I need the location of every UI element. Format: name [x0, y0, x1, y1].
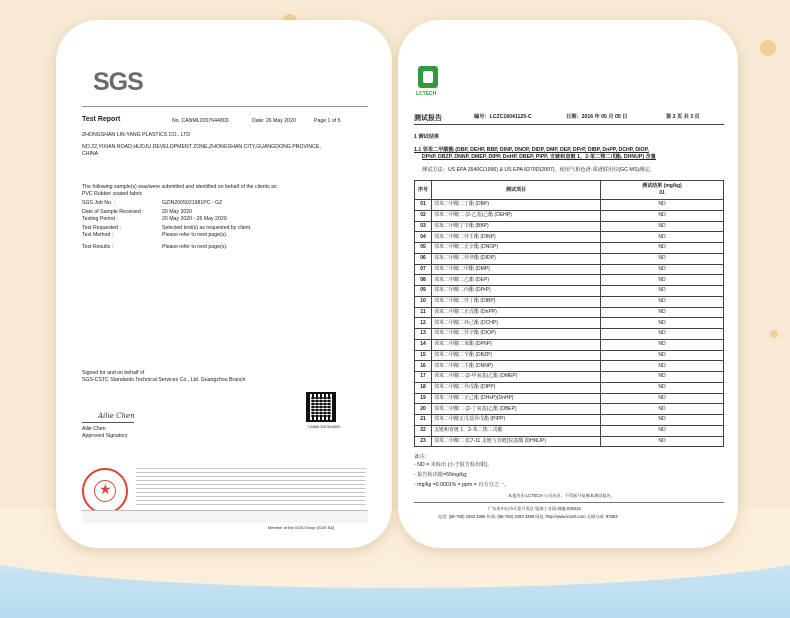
stamp-star-icon: ★ [99, 481, 112, 497]
company-address-line2: CHINA [82, 151, 99, 157]
signer-name: Ailie Chen [82, 426, 106, 432]
row-result: ND [601, 210, 724, 221]
note-units: - mg/kg =0.0001% = ppm = 百万分之一。 [414, 482, 510, 488]
table-row [415, 329, 724, 340]
row-item: 邻苯二甲酸二丁酯 (DBP) [432, 200, 601, 211]
divider [414, 124, 724, 125]
table-row [415, 361, 724, 372]
row-result: ND [601, 307, 724, 318]
row-item: 邻苯二甲酸二 (2-甲氧基)乙酯 (DMEP) [432, 372, 601, 383]
decor-dot [770, 330, 778, 338]
row-result: ND [601, 372, 724, 383]
row-number: 03 [415, 221, 432, 232]
row-result: ND [601, 415, 724, 426]
row-number: 22 [415, 425, 432, 436]
row-number: 08 [415, 275, 432, 286]
row-item: 邻苯二甲酸二 (2-乙基)己酯 (DEHP) [432, 210, 601, 221]
lctech-logo-icon [418, 66, 438, 88]
subsection-title-cont: DPhP, DBZP, DNNP, DMEP, DIPP, DnHP, DBEP, PIPP, 支链和直链 1，2-苯二羧二戊酯, DHNUP) 含量 [422, 154, 656, 160]
table-row [415, 200, 724, 211]
row-result: ND [601, 404, 724, 415]
table-row [415, 253, 724, 264]
field-row: Date of Sample Received : 20 May 2020 [82, 209, 192, 215]
row-number: 01 [415, 200, 432, 211]
row-result: ND [601, 296, 724, 307]
report-number: 编号：LCZC16041125-C [474, 114, 532, 120]
row-item: 邻苯二甲酸二苄酯 (DBZP) [432, 350, 601, 361]
row-result: ND [601, 393, 724, 404]
signer-role: Approved Signatory [82, 433, 128, 439]
report-number: No. CANML2007644803 [172, 118, 229, 124]
table-row [415, 318, 724, 329]
intro-text: The following sample(s) was/were submitted and identified on behalf of the clients as : [82, 184, 280, 190]
row-number: 12 [415, 318, 432, 329]
subsection-title: 1.1 邻苯二甲酸酯 (DBP, DEHP, BBP, DINP, DNOP, DIDP, DMP, DEP, DPrP, DIBP, DnPP, DCHP, DIOP, [414, 147, 649, 153]
row-item: 邻苯二甲酸二 (C7-11 支链与直链)烷基酯 (DHNUP) [432, 436, 601, 447]
row-result: ND [601, 339, 724, 350]
field-row: Testing Period : 20 May 2020 - 26 May 2020 [82, 216, 227, 222]
footer-address: 广东省中山市火炬开发区 临海工业园 邮编 528415 [488, 506, 581, 511]
row-result: ND [601, 329, 724, 340]
fine-print [136, 468, 366, 506]
signed-on-behalf: Signed for and on behalf of [82, 370, 145, 376]
table-row [415, 210, 724, 221]
sgs-report-card [56, 20, 392, 548]
row-result: ND [601, 318, 724, 329]
row-result: ND [601, 232, 724, 243]
signing-company: SGS-CSTC Standards Technical Services Co., Ltd. Guangzhou Branch [82, 377, 246, 383]
row-number: 04 [415, 232, 432, 243]
col-result-header: 测试结果 (mg/kg) 01 [601, 181, 724, 200]
results-table [414, 180, 724, 447]
note-nd: - ND = 未检出 (小于报告检出限)。 [414, 462, 493, 468]
table-row [415, 221, 724, 232]
row-number: 11 [415, 307, 432, 318]
signature: Ailie Chen [98, 412, 135, 420]
row-number: 16 [415, 361, 432, 372]
table-row [415, 307, 724, 318]
row-number: 21 [415, 415, 432, 426]
row-item: 邻苯二甲酸二异戊酯 (DIPP) [432, 382, 601, 393]
table-row [415, 382, 724, 393]
row-item: 邻苯二甲酸二正辛酯 (DNOP) [432, 243, 601, 254]
qr-caption: CANML2007644803 [308, 425, 340, 429]
field-row: Test Method : Please refer to next page(s). [82, 232, 228, 238]
sample-name: PVC Rubber coated fabric [82, 191, 143, 197]
row-result: ND [601, 275, 724, 286]
footer-band [82, 510, 368, 523]
company-name: ZHONGSHAN LIN-YANG PLASTICS CO., LTD [82, 132, 191, 138]
row-number: 18 [415, 382, 432, 393]
row-item: 邻苯二甲酸正戊基异戊酯 (PIPP) [432, 415, 601, 426]
table-row [415, 296, 724, 307]
table-row [415, 393, 724, 404]
table-row [415, 286, 724, 297]
row-number: 15 [415, 350, 432, 361]
row-result: ND [601, 264, 724, 275]
row-number: 09 [415, 286, 432, 297]
row-result: ND [601, 350, 724, 361]
row-item: 邻苯二甲酸二环己酯 (DCHP) [432, 318, 601, 329]
note-detection-limit: - 报告检出限=50mg/kg; [414, 472, 468, 478]
table-row [415, 232, 724, 243]
page-number: 第 2 页 共 3 页 [666, 114, 700, 120]
report-date: Date: 26 May 2020 [252, 118, 296, 124]
table-row [415, 372, 724, 383]
row-item: 邻苯二甲酸丁苄酯 (BBP) [432, 221, 601, 232]
notes-title: 备注： [414, 454, 430, 460]
row-result: ND [601, 200, 724, 211]
row-item: 邻苯二甲酸二异丁酯 (DIBP) [432, 296, 601, 307]
table-row [415, 339, 724, 350]
row-result: ND [601, 286, 724, 297]
sample-fields [82, 200, 251, 251]
row-item: 邻苯二甲酸二甲酯 (DMP) [432, 264, 601, 275]
row-item: 邻苯二甲酸二丙酯 (DPrP) [432, 286, 601, 297]
field-row: Test Results : Please refer to next page(s). [82, 244, 228, 250]
footer-statement: 本报告由 LCTECH 公司出具，不得部分复制本测试报告。 [508, 493, 616, 498]
row-item: 邻苯二甲酸二异辛酯 (DIOP) [432, 329, 601, 340]
row-item: 邻苯二甲酸二异壬酯 (DINP) [432, 232, 601, 243]
row-number: 19 [415, 393, 432, 404]
row-number: 13 [415, 329, 432, 340]
row-number: 17 [415, 372, 432, 383]
row-item: 邻苯二甲酸二 (2-丁氧基)乙酯 (DBEP) [432, 404, 601, 415]
table-header [415, 181, 724, 200]
report-title: Test Report [82, 116, 121, 123]
row-result: ND [601, 436, 724, 447]
sgs-logo: SGS [93, 68, 143, 96]
row-item: 邻苯二甲酸二正己酯 (DHxP)(DnHP) [432, 393, 601, 404]
lctech-logo-text: LCTECH [416, 91, 437, 97]
row-item: 支链和直链 1，2-苯二羧二戊酯 [432, 425, 601, 436]
row-number: 20 [415, 404, 432, 415]
qr-code [306, 392, 336, 422]
sgs-member-note: Member of the SGS Group (SGS SA) [268, 525, 335, 530]
table-row [415, 275, 724, 286]
page-number: Page 1 of 5 [314, 118, 341, 124]
field-row: SGS Job No. : GZIN2005021981PC - GZ [82, 200, 223, 206]
section-title: 1 测试结果 [414, 134, 440, 140]
table-row [415, 425, 724, 436]
row-result: ND [601, 361, 724, 372]
row-item: 邻苯二甲酸二异癸酯 (DIDP) [432, 253, 601, 264]
decor-dot [760, 40, 776, 56]
report-date: 日期：2016 年 05 月 05 日 [566, 114, 628, 120]
row-number: 07 [415, 264, 432, 275]
table-row [415, 415, 724, 426]
table-row [415, 436, 724, 447]
col-item-header: 测试项目 [432, 181, 601, 200]
row-result: ND [601, 425, 724, 436]
row-number: 23 [415, 436, 432, 447]
signature-line [82, 422, 134, 423]
row-item: 邻苯二甲酸二壬酯 (DNNP) [432, 361, 601, 372]
row-item: 邻苯二甲酸二乙酯 (DEP) [432, 275, 601, 286]
company-stamp [82, 468, 128, 514]
row-number: 06 [415, 253, 432, 264]
row-result: ND [601, 221, 724, 232]
row-item: 邻苯二甲酸二苯酯 (DPhP) [432, 339, 601, 350]
table-row [415, 243, 724, 254]
table-row [415, 264, 724, 275]
row-result: ND [601, 382, 724, 393]
col-no-header: 序号 [415, 181, 432, 200]
row-number: 14 [415, 339, 432, 350]
row-number: 10 [415, 296, 432, 307]
footer-divider [414, 502, 724, 503]
table-row [415, 404, 724, 415]
field-row: Test Requested : Selected test(s) as requested by client. [82, 225, 252, 231]
lctech-report-card [398, 20, 738, 548]
company-address-line1: NO.22,YIXIAN ROAD,HUOJU DEVELOPMENT ZONE,ZHONGSHAN CITY,GUANGDONG PROVINCE, [82, 144, 321, 150]
report-title: 测试报告 [414, 115, 442, 122]
footer-contact: 电话: (86-760) 2283 3366 传真: (86-760) 2283 3399 网址: http://www.lcsert.com 无锡分部: 97863 [438, 514, 618, 519]
row-number: 02 [415, 210, 432, 221]
row-result: ND [601, 253, 724, 264]
divider [82, 106, 368, 107]
test-method: 测试方法：US EPA 3540C(1996) & US EPA 8270D(2007)，使用气相色谱-质谱联用仪(GC-MS)测定。 [422, 167, 655, 173]
row-number: 05 [415, 243, 432, 254]
row-result: ND [601, 243, 724, 254]
table-row [415, 350, 724, 361]
row-item: 邻苯二甲酸二正戊酯 (DnPP) [432, 307, 601, 318]
